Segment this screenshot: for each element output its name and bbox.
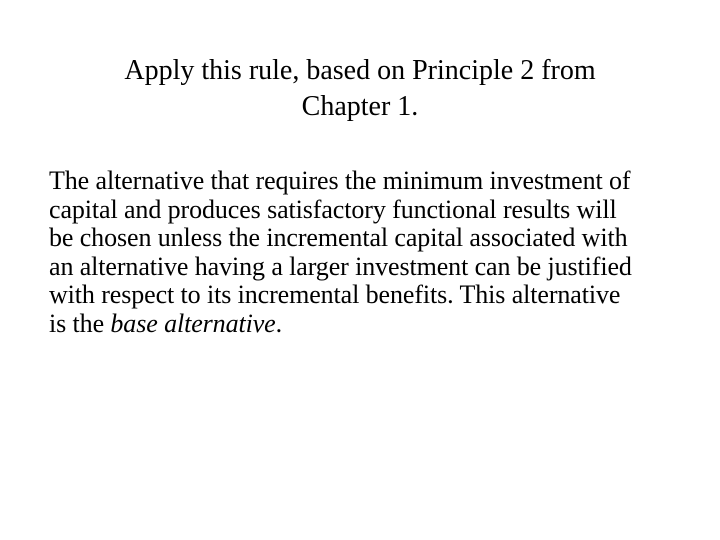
- title-line-1: Apply this rule, based on Principle 2 from: [124, 55, 596, 86]
- last-line-prefix: is the: [49, 308, 111, 338]
- base-alternative-term: base alternative: [110, 308, 276, 338]
- body-line-5: with respect to its incremental benefits. This alternative: [49, 280, 621, 310]
- body-line-6: [49, 310, 699, 339]
- body-line-2: capital and produces satisfactory functional results will: [49, 194, 617, 224]
- body-line-1: The alternative that requires the minimum investment of: [49, 166, 631, 195]
- body-line-3: be chosen unless the incremental capital associated with: [49, 223, 628, 253]
- title-line-2: Chapter 1.: [301, 91, 419, 122]
- last-line-suffix: .: [275, 308, 283, 338]
- rule-paragraph: [49, 167, 699, 339]
- slide-title: [40, 53, 680, 125]
- body-line-4: an alternative having a larger investment can be justified: [49, 251, 632, 281]
